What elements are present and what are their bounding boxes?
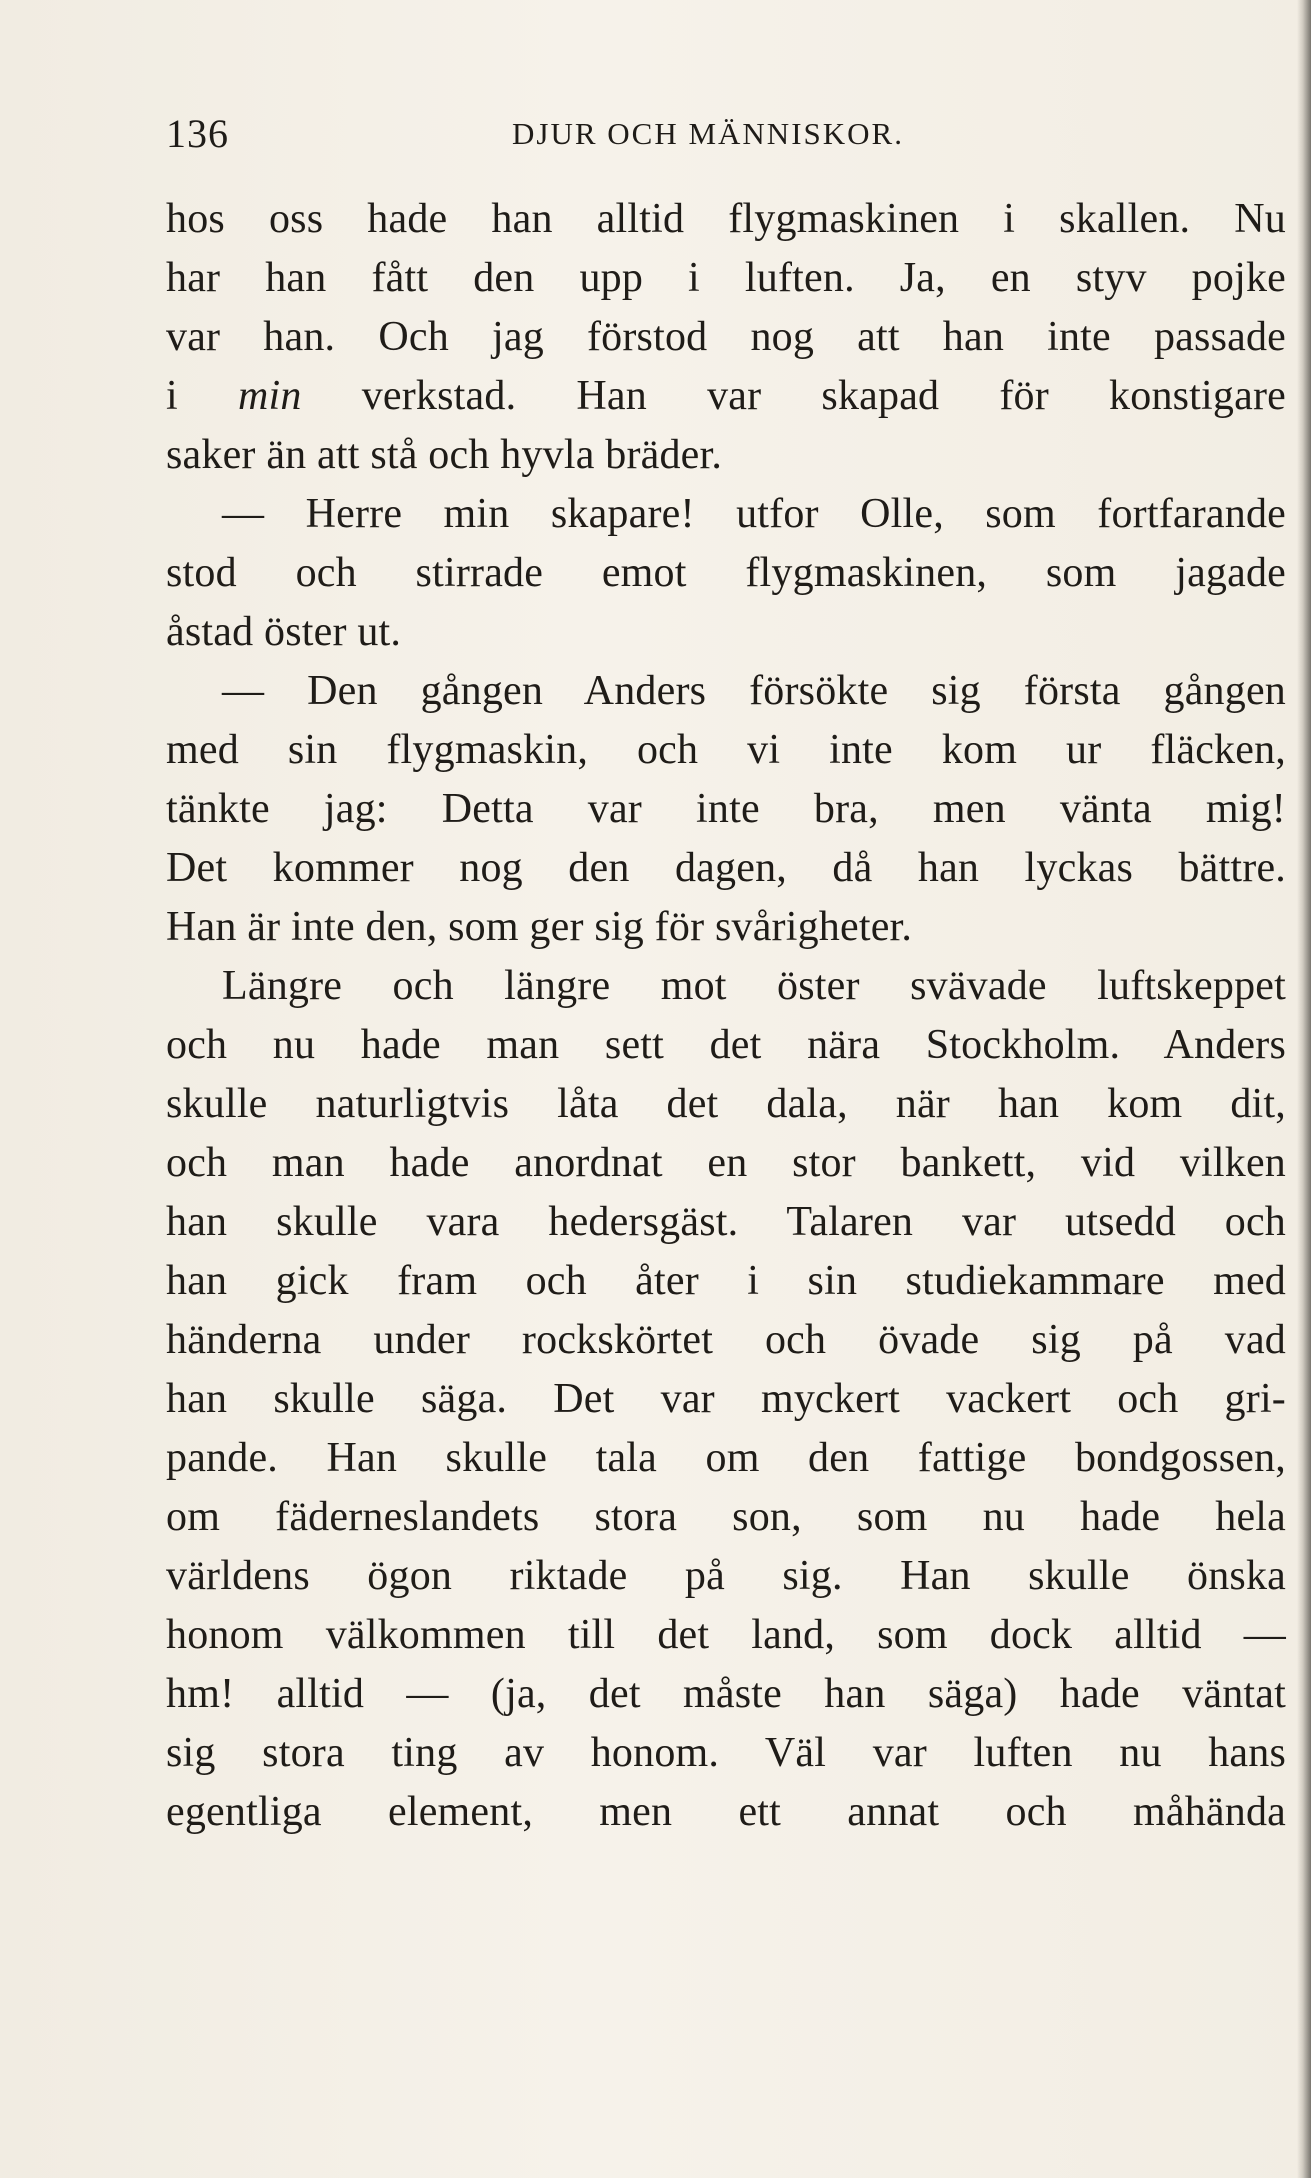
text-line: tänkte jag: Detta var inte bra, men vänta mig! — [166, 786, 1286, 832]
text-line: har han fått den upp i luften. Ja, en styv pojke — [166, 255, 1286, 301]
text-line: Längre och längre mot öster svävade luftskeppet — [222, 963, 1286, 1009]
page-edge-shadow — [1297, 0, 1311, 2178]
text-line — [166, 367, 1286, 426]
text-line: händerna under rockskörtet och övade sig på vad — [166, 1317, 1286, 1363]
running-head: DJUR OCH MÄNNISKOR. — [512, 116, 904, 151]
text-line: — Den gången Anders försökte sig första gången — [222, 668, 1286, 714]
text-line: Han är inte den, som ger sig för svårigheter. — [166, 904, 913, 950]
text-line: — Herre min skapare! utfor Olle, som fortfarande — [222, 491, 1286, 537]
text-line: han skulle säga. Det var myckert vackert och gri- — [166, 1376, 1286, 1422]
text-line: han gick fram och åter i sin studiekammare med — [166, 1258, 1286, 1304]
text-line: saker än att stå och hyvla bräder. — [166, 432, 723, 478]
text-line: med sin flygmaskin, och vi inte kom ur fläcken, — [166, 727, 1286, 773]
text-line: hm! alltid — (ja, det måste han säga) hade väntat — [166, 1671, 1286, 1717]
page-number: 136 — [166, 111, 229, 156]
text-line: han skulle vara hedersgäst. Talaren var utsedd och — [166, 1199, 1286, 1245]
page-header — [166, 110, 1286, 170]
text-line: om fäderneslandets stora son, som nu hade hela — [166, 1494, 1286, 1540]
text-line: pande. Han skulle tala om den fattige bondgossen, — [166, 1435, 1286, 1481]
text-line: var han. Och jag förstod nog att han inte passade — [166, 314, 1286, 360]
text-line: hos oss hade han alltid flygmaskinen i skallen. Nu — [166, 196, 1286, 242]
text-line: sig stora ting av honom. Väl var luften nu hans — [166, 1730, 1286, 1776]
text-fragment: i — [166, 373, 238, 419]
text-line: skulle naturligtvis låta det dala, när han kom dit, — [166, 1081, 1286, 1127]
text-line: Det kommer nog den dagen, då han lyckas bättre. — [166, 845, 1286, 891]
text-line: och man hade anordnat en stor bankett, vid vilken — [166, 1140, 1286, 1186]
text-fragment: verkstad. Han var skapad för konstigare — [301, 373, 1286, 419]
emphasized-word: min — [237, 373, 302, 419]
text-line: och nu hade man sett det nära Stockholm. Anders — [166, 1022, 1286, 1068]
body-text — [166, 190, 1286, 1842]
text-line: världens ögon riktade på sig. Han skulle önska — [166, 1553, 1286, 1599]
text-line: honom välkommen till det land, som dock alltid — — [166, 1612, 1286, 1658]
text-line: åstad öster ut. — [166, 609, 402, 655]
text-line: stod och stirrade emot flygmaskinen, som jagade — [166, 550, 1286, 596]
text-line: egentliga element, men ett annat och måhända — [166, 1789, 1286, 1835]
